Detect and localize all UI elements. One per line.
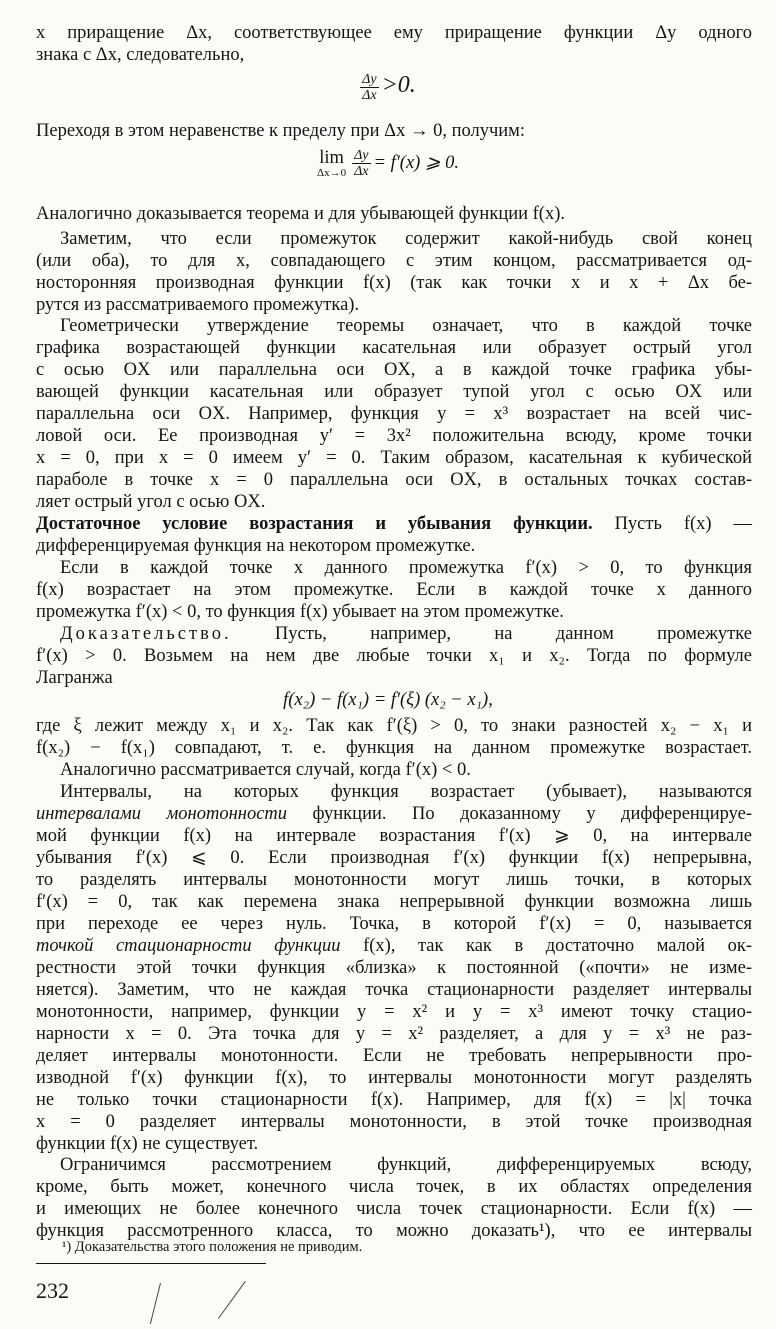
text-line: x = 0 разделяет интервалы монотонности, в этой точке производная: [36, 1112, 752, 1132]
text-line: и имеющих не более конечного числа точек стационарности. Если f(x) —: [36, 1199, 752, 1219]
text-line: носторонняя производная функции f(x) (так как точки x и x + Δx бе-: [36, 273, 752, 293]
denominator: Δx: [354, 164, 369, 180]
text-line: изводной f′(x) функции f(x), то интервалы монотонности могут разделять: [36, 1068, 752, 1088]
text-run: f(x), так как в достаточно малой ок-: [340, 936, 752, 956]
text-line: Ограничимся рассмотрением функций, дифференцируемых всюду,: [60, 1155, 752, 1175]
text-line: рутся из рассматриваемого промежутка).: [36, 295, 360, 315]
text-line: [36, 935, 752, 957]
text-line: f′(x) = 0, так как перемена знака непрерывной функции возможна лишь: [36, 892, 752, 912]
text-line: кроме, быть может, конечного числа точек, в их областях определения: [36, 1177, 752, 1197]
text-line: с осью OX или параллельна оси OX, а в каждой точке графика убы-: [36, 360, 752, 380]
text-line: монотонности, например, функции y = x² и y = x³ имеют точку стацио-: [36, 1002, 752, 1022]
text-line: рестности этой точки функция «близка» к постоянной («почти» не изме-: [36, 958, 752, 978]
formula-lagrange: f(x₂) − f(x₁) = f′(ξ) (x₂ − x₁),: [283, 690, 493, 710]
text-line: нарности x = 0. Эта точка для y = x² разделяет, а для y = x³ не раз-: [36, 1024, 752, 1044]
text-line: параллельна оси OX. Например, функция y = x³ возрастает на всей чис-: [36, 404, 752, 424]
fraction: [352, 148, 370, 179]
text-line: f′(x) > 0. Возьмем на нем две любые точки x₁ и x₂. Тогда по формуле: [36, 646, 752, 666]
text-line: Если в каждой точке x данного промежутка f′(x) > 0, то функция: [60, 558, 752, 578]
numerator: Δy: [354, 148, 369, 164]
fraction: [360, 72, 378, 103]
page-number: 232: [36, 1278, 69, 1303]
text-line: Заметим, что если промежуток содержит какой-нибудь свой конец: [60, 229, 752, 249]
text-line: знака с Δx, следовательно,: [36, 45, 245, 65]
text-line: x = 0, при x = 0 имеем y′ = 0. Таким образом, касательная к кубической: [36, 448, 752, 468]
limit-label: lim: [319, 147, 344, 168]
text-line: [36, 803, 752, 825]
term-emphasis: точкой стационарности функции: [36, 936, 341, 956]
text-line: деляет интервалы монотонности. Если не требовать непрерывности про-: [36, 1046, 752, 1066]
text-line: f(x) возрастает на этом промежутке. Если в каждой точке x данного: [36, 580, 752, 600]
text-line: [60, 623, 752, 645]
text-line: при переходе ее через нуль. Точка, в которой f′(x) = 0, называется: [36, 914, 752, 934]
text-line: Лагранжа: [36, 668, 113, 688]
pencil-mark: [150, 1283, 162, 1324]
text-line: Аналогично доказывается теорема и для убывающей функции f(x).: [36, 204, 566, 224]
footnote-rule: [36, 1263, 266, 1264]
formula-tail: = f′(x) ⩾ 0.: [373, 153, 459, 173]
text-line: [36, 513, 752, 535]
text-line: x приращение Δx, соответствующее ему приращение функции Δy одного: [36, 23, 752, 43]
limit-subscript: Δx→0: [317, 166, 347, 179]
text-line: графика возрастающей функции касательная или образует острый угол: [36, 338, 752, 358]
text-run: Пусть, например, на данном промежутке: [231, 624, 752, 644]
text-line: промежутка f′(x) < 0, то функция f(x) убывает на этом промежутке.: [36, 602, 564, 622]
term-emphasis: интервалами монотонности: [36, 804, 288, 824]
text-run: функции. По доказанному у дифференцируе-: [287, 804, 752, 824]
pencil-mark: [218, 1281, 246, 1319]
text-line: ляет острый угол с осью OX.: [36, 492, 266, 512]
text-line: функции f(x) не существует.: [36, 1134, 259, 1154]
text-line: функция рассмотренного класса, то можно доказать¹), что ее интервалы: [36, 1221, 752, 1241]
text-line: где ξ лежит между x₁ и x₂. Так как f′(ξ) > 0, то знаки разностей x₂ − x₁ и: [36, 716, 752, 736]
formula-limit: [0, 148, 776, 179]
text-line: Геометрически утверждение теоремы означает, что в каждой точке: [60, 316, 752, 336]
formula-fraction: [0, 70, 776, 103]
formula-tail: >0.: [381, 72, 416, 98]
footnote: ¹) Доказательства этого положения не приводим.: [62, 1239, 363, 1255]
text-line: параболе в точке x = 0 параллельна оси OX, в остальных точках состав-: [36, 470, 752, 490]
text-line: Интервалы, на которых функция возрастает (убывает), называются: [60, 782, 752, 802]
text-line: мой функции f(x) на интервале возрастания f′(x) ⩾ 0, на интервале: [36, 826, 752, 846]
text-line: убывания f′(x) ⩽ 0. Если производная f′(x) функции f(x) непрерывна,: [36, 848, 752, 868]
proof-label: Доказательство.: [60, 624, 232, 644]
numerator: Δy: [362, 72, 377, 88]
denominator: Δx: [362, 88, 377, 104]
text-line: ловой оси. Ее производная y′ = 3x² положительна всюду, кроме точки: [36, 426, 752, 446]
text-line: няется). Заметим, что не каждая точка стационарности разделяет интервалы: [36, 980, 752, 1000]
text-line: (или оба), то для x, совпадающего с этим концом, рассматривается од-: [36, 251, 752, 271]
text-line: Аналогично рассматривается случай, когда f′(x) < 0.: [60, 760, 471, 780]
limit-operator: [317, 149, 346, 179]
text-line: то разделять интервалы монотонности могут лишь точки, в которых: [36, 870, 752, 890]
text-line: дифференцируемая функция на некотором промежутке.: [36, 536, 476, 556]
text-line: не только точки стационарности f(x). Например, для f(x) = |x| точка: [36, 1090, 752, 1110]
text-line: вающей функции касательная или образует тупой угол с осью OX или: [36, 382, 752, 402]
text-line: Переходя в этом неравенстве к пределу при Δx → 0, получим:: [36, 121, 526, 141]
text-run: Пусть f(x) —: [592, 514, 752, 534]
section-heading: Достаточное условие возрастания и убывания функции.: [36, 514, 593, 534]
text-line: f(x₂) − f(x₁) совпадают, т. е. функция на данном промежутке возрастает.: [36, 738, 752, 758]
